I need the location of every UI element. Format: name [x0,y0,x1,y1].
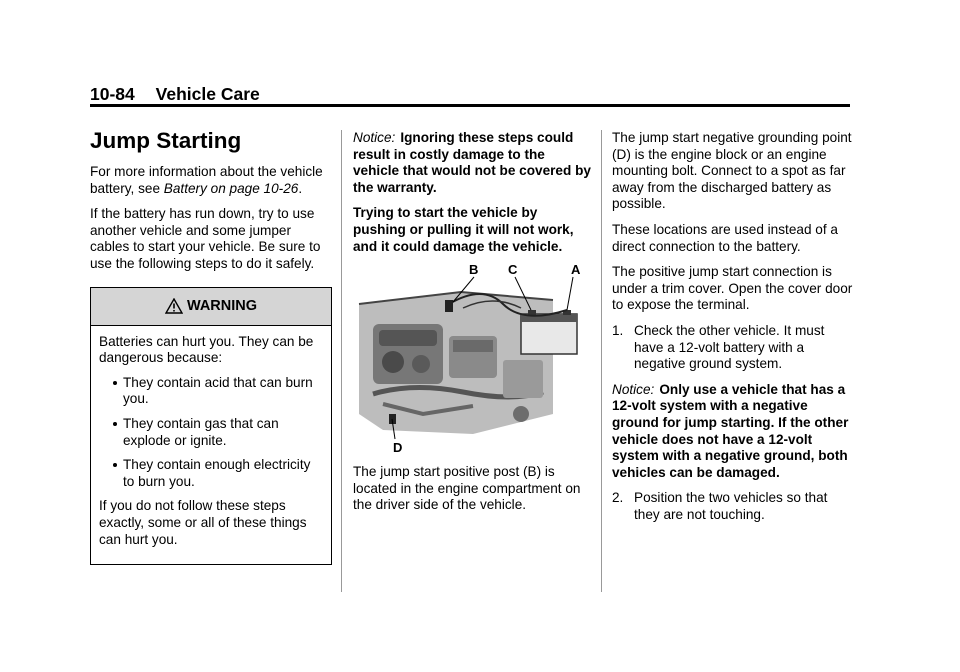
column-2 [353,130,591,523]
warning-lead: Batteries can hurt you. They can be dangerous because: [99,333,314,366]
notice-label: Notice: [612,381,655,397]
warning-header [91,288,331,326]
paragraph: The positive jump start connection is under a trim cover. Open the cover door to expose the terminal. [612,264,853,313]
warning-bullet: They contain enough electricity to burn you. [99,457,323,490]
bold-paragraph: Trying to start the vehicle by pushing or pulling it will not work, and it could damage the vehicle. [353,205,574,254]
paragraph: These locations are used instead of a direct connection to the battery. [612,221,838,254]
paragraph: If the battery has run down, try to use another vehicle and some jumper cables to start your vehicle. Be sure to use the following steps to do it safely. [90,206,321,271]
notice-label: Notice: [353,130,396,145]
diagram-label-b: B [469,262,479,278]
diagram-caption: The jump start positive post (B) is located in the engine compartment on the driver side of the vehicle. [353,464,581,513]
step-number: 1. [612,322,624,338]
page-title: Jump Starting [90,128,242,153]
warning-box [90,287,332,566]
warning-triangle-icon [165,298,183,314]
bullet-icon [113,422,117,426]
column-divider [601,130,602,592]
warning-closing: If you do not follow these steps exactly, some or all of these things can hurt you. [99,498,307,547]
header-rule [90,104,850,107]
step-1: 1. Check the other vehicle. It must have a 12-volt battery with a negative ground system. [612,322,825,372]
section-title: Vehicle Care [155,84,260,104]
column-1 [90,128,332,565]
diagram-label-c: C [508,262,518,278]
cross-reference-link[interactable]: Battery on page 10-26 [163,180,299,196]
warning-bullet: They contain gas that can explode or ignite. [99,416,323,449]
engine-illustration-icon [353,264,585,456]
paragraph: The jump start negative grounding point (D) is the engine block or an engine mounting bolt. Connect to a spot as far away from the discharged battery as possible. [612,130,852,212]
warning-body [91,326,331,565]
column-3 [612,130,856,532]
page-header [90,84,260,105]
bullet-icon [113,463,117,467]
page-number: 10-84 [90,84,135,104]
column-divider [341,130,342,592]
warning-bullet: They contain acid that can burn you. [99,375,323,408]
step-number: 2. [612,490,624,506]
engine-compartment-illustration [353,264,585,456]
notice-paragraph: Notice: Ignoring these steps could result in costly damage to the vehicle that would not be covered by the warranty. [353,130,591,195]
bullet-icon [113,381,117,385]
diagram-label-a: A [571,262,581,278]
intro-paragraph: For more information about the vehicle battery, see Battery on page 10-26. [90,164,323,196]
notice-paragraph: Notice: Only use a vehicle that has a 12-volt system with a negative ground for jump starting. If the other vehicle does not have a 12-volt system with a negative ground, both vehicles can be damaged. [612,381,849,480]
diagram-label-d: D [393,440,403,456]
step-2: 2. Position the two vehicles so that they are not touching. [612,490,828,522]
warning-heading: WARNING [186,297,258,314]
